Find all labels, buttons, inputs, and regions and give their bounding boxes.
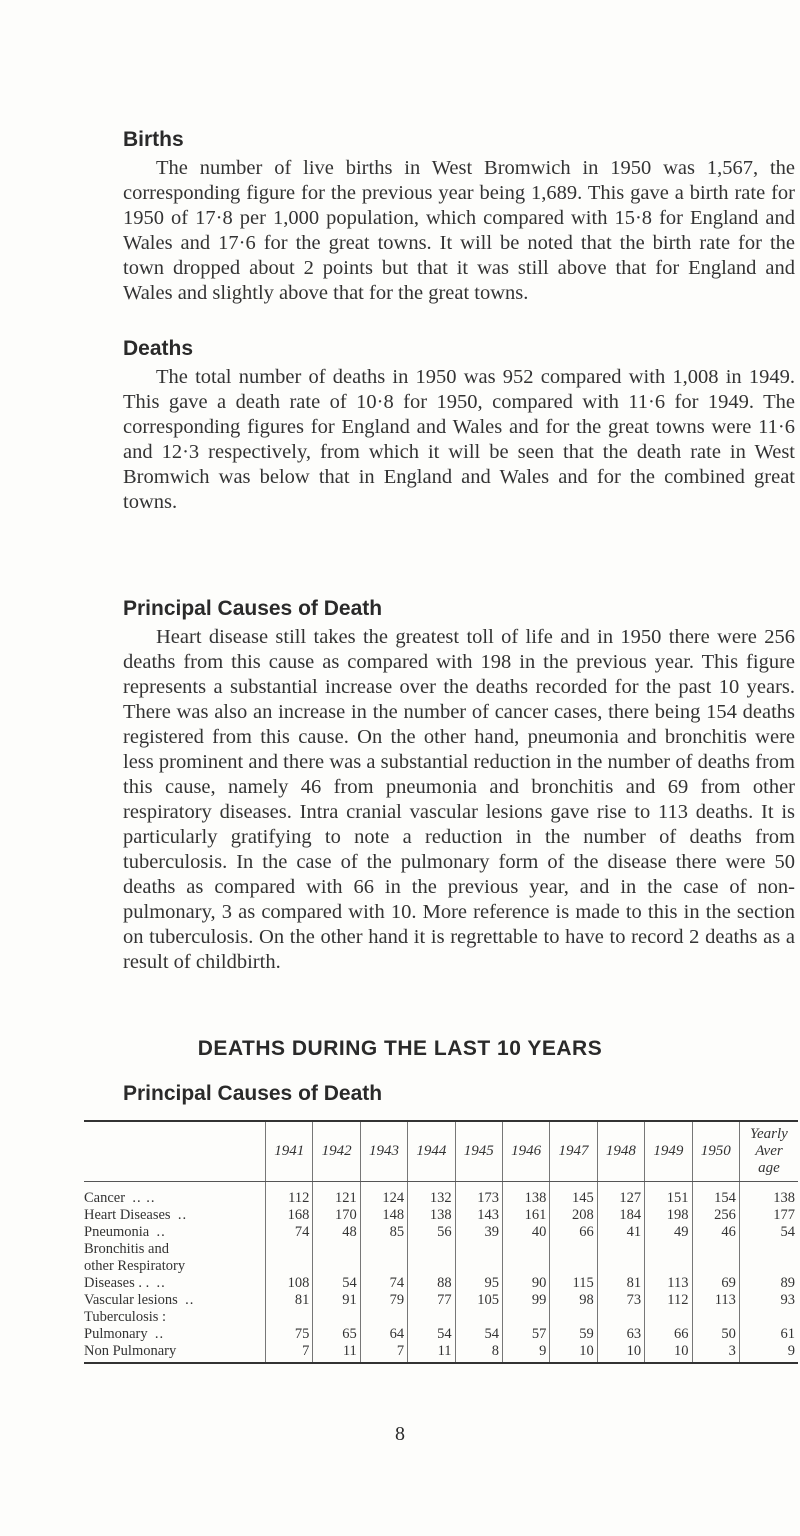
table-cell: 113 [645,1241,692,1292]
row-label-dots: .. .. [132,1190,156,1206]
row-label [84,1343,266,1363]
table-cell: 145 [550,1182,597,1208]
table-cell-average: 177 [739,1207,798,1224]
births-heading: Births [123,128,184,151]
table-cell: 143 [455,1207,502,1224]
row-label [84,1241,266,1292]
row-label-dots: .. [156,1224,166,1240]
table-cell: 90 [502,1241,549,1292]
table-cell: 99 [502,1292,549,1309]
row-label-dots: .. [185,1292,195,1308]
table-cell: 154 [692,1182,739,1208]
table-cell-average: 138 [739,1182,798,1208]
table-cell: 112 [645,1292,692,1309]
table-cell: 3 [692,1343,739,1363]
row-label-text: Cancer [84,1190,126,1206]
table-cell: 173 [455,1182,502,1208]
table-cell: 112 [266,1182,313,1208]
table-cell: 124 [360,1182,407,1208]
row-label-text: Heart Diseases [84,1207,171,1223]
page-number: 8 [395,1423,405,1445]
row-label [84,1207,266,1224]
avg-line: age [758,1160,780,1176]
row-label [84,1182,266,1208]
table-cell: 138 [502,1182,549,1208]
table-cell-average: 61 [739,1309,798,1343]
table-cell: 88 [408,1241,455,1292]
row-label-text: Vascular lesions [84,1292,178,1308]
header-year: 1942 [313,1121,360,1182]
row-label-text: Pneumonia [84,1224,150,1240]
row-label-text: Non Pulmonary [84,1343,177,1359]
row-label [84,1292,266,1309]
table-cell: 208 [550,1207,597,1224]
table-cell: 54 [455,1309,502,1343]
table-cell-average: 93 [739,1292,798,1309]
row-label-dots: .. [177,1207,188,1223]
table-cell: 151 [645,1182,692,1208]
table-cell: 65 [313,1309,360,1343]
table-cell: 41 [597,1224,644,1241]
table-cell: 69 [692,1241,739,1292]
row-label [84,1224,266,1241]
table-cell: 74 [266,1224,313,1241]
table-cell-average: 89 [739,1241,798,1292]
table-cell: 113 [692,1292,739,1309]
table-cell: 73 [597,1292,644,1309]
table-cell: 77 [408,1292,455,1309]
table-row [84,1207,798,1224]
causes-paragraph: Heart disease still takes the greatest toll of life and in 1950 there were 256 deaths from this cause as compared with 198 in the previous year. This figure represents a substantial increase over the deaths recorded for the past 10 years. There was also an increase in the number of cancer cases, there being 154 deaths registered from this cause. On the other hand, pneumonia and bronchitis were less prominent and there was a substantial reduction in the number of deaths from this cause, namely 46 from pneumonia and bronchitis and 69 from other respiratory diseases. Intra cranial vascular lesions gave rise to 113 deaths. It is particularly gratifying to note a reduction in the number of deaths from tuberculosis. In the case of the pulmonary form of the disease there were 50 deaths as compared with 66 in the previous year, and in the case of non-pulmonary, 3 as compared with 10. More reference is made to this in the section on tuberculosis. On the other hand it is regrettable to have to record 2 deaths as a result of childbirth. [123,626,795,973]
row-label-text: Diseases . . [84,1275,150,1291]
avg-line: Yearly [750,1126,788,1142]
table-cell: 127 [597,1182,644,1208]
table-cell: 148 [360,1207,407,1224]
avg-line: Aver [755,1143,783,1159]
table-row [84,1292,798,1309]
table-cell: 66 [550,1224,597,1241]
table-cell: 48 [313,1224,360,1241]
header-yearly-average [739,1121,798,1182]
table-cell: 81 [597,1241,644,1292]
table-cell: 105 [455,1292,502,1309]
deaths-heading: Deaths [123,337,194,360]
table-cell: 8 [455,1343,502,1363]
deaths-paragraph: The total number of deaths in 1950 was 952 compared with 1,008 in 1949. This gave a death rate of 10·8 for 1950, compared with 11·6 for 1949. The corresponding figures for England and Wales and for the great towns were 11·6 and 12·3 respectively, from which it will be seen that the death rate in West Bromwich was below that in England and Wales and for the combined great towns. [123,366,795,513]
table-header-row [84,1121,798,1182]
table-cell: 121 [313,1182,360,1208]
table-cell: 108 [266,1241,313,1292]
table-cell: 115 [550,1241,597,1292]
header-year: 1946 [502,1121,549,1182]
table-cell: 56 [408,1224,455,1241]
table-cell: 138 [408,1207,455,1224]
table-cell: 11 [313,1343,360,1363]
row-label-line: Bronchitis and [84,1241,169,1257]
table-cell: 184 [597,1207,644,1224]
table-cell: 91 [313,1292,360,1309]
table-cell: 64 [360,1309,407,1343]
table-cell: 170 [313,1207,360,1224]
table-cell: 59 [550,1309,597,1343]
table-cell: 79 [360,1292,407,1309]
row-label-dots: .. [156,1275,166,1291]
table-cell: 66 [645,1309,692,1343]
table-cell: 54 [408,1309,455,1343]
table-cell: 63 [597,1309,644,1343]
header-year: 1948 [597,1121,644,1182]
table-cell: 95 [455,1241,502,1292]
table-cell: 54 [313,1241,360,1292]
table-row [84,1309,798,1343]
births-paragraph: The number of live births in West Bromwich in 1950 was 1,567, the corresponding figure for the previous year being 1,689. This gave a birth rate for 1950 of 17·8 per 1,000 population, which compared with 15·8 for England and Wales and 17·6 for the great towns. It will be noted that the birth rate for the town dropped about 2 points but that it was still above that for England and Wales and slightly above that for the great towns. [123,157,795,304]
header-year: 1949 [645,1121,692,1182]
table-row [84,1182,798,1208]
header-year: 1944 [408,1121,455,1182]
table-row [84,1343,798,1363]
table-cell: 256 [692,1207,739,1224]
table-row [84,1224,798,1241]
table-cell: 46 [692,1224,739,1241]
row-label-dots: .. [154,1326,165,1342]
table-cell: 7 [360,1343,407,1363]
header-year: 1945 [455,1121,502,1182]
table-cell: 98 [550,1292,597,1309]
table-body [84,1182,798,1364]
header-label-cell [84,1121,266,1182]
table-cell: 57 [502,1309,549,1343]
table-cell: 168 [266,1207,313,1224]
table-cell-average: 9 [739,1343,798,1363]
header-year: 1947 [550,1121,597,1182]
table-cell: 10 [645,1343,692,1363]
table-cell: 74 [360,1241,407,1292]
row-label-line: other Respiratory [84,1258,186,1274]
table-cell: 132 [408,1182,455,1208]
table-row [84,1241,798,1292]
header-year: 1943 [360,1121,407,1182]
table-cell: 7 [266,1343,313,1363]
table-title: DEATHS DURING THE LAST 10 YEARS [197,1037,603,1060]
table-cell: 81 [266,1292,313,1309]
table-cell: 10 [550,1343,597,1363]
row-label-text: Pulmonary [84,1326,148,1342]
row-label [84,1309,266,1343]
table-cell: 49 [645,1224,692,1241]
causes-heading: Principal Causes of Death [123,597,383,620]
table-cell: 40 [502,1224,549,1241]
row-label-line: Tuberculosis : [84,1309,167,1325]
header-year: 1950 [692,1121,739,1182]
table-cell: 39 [455,1224,502,1241]
table-cell: 10 [597,1343,644,1363]
table-cell: 198 [645,1207,692,1224]
table-cell: 161 [502,1207,549,1224]
table-cell: 75 [266,1309,313,1343]
deaths-table [84,1120,798,1364]
table-cell: 85 [360,1224,407,1241]
table-cell: 50 [692,1309,739,1343]
table-cell-average: 54 [739,1224,798,1241]
table-cell: 9 [502,1343,549,1363]
table-cell: 11 [408,1343,455,1363]
header-year: 1941 [266,1121,313,1182]
table-subtitle: Principal Causes of Death [123,1082,383,1105]
